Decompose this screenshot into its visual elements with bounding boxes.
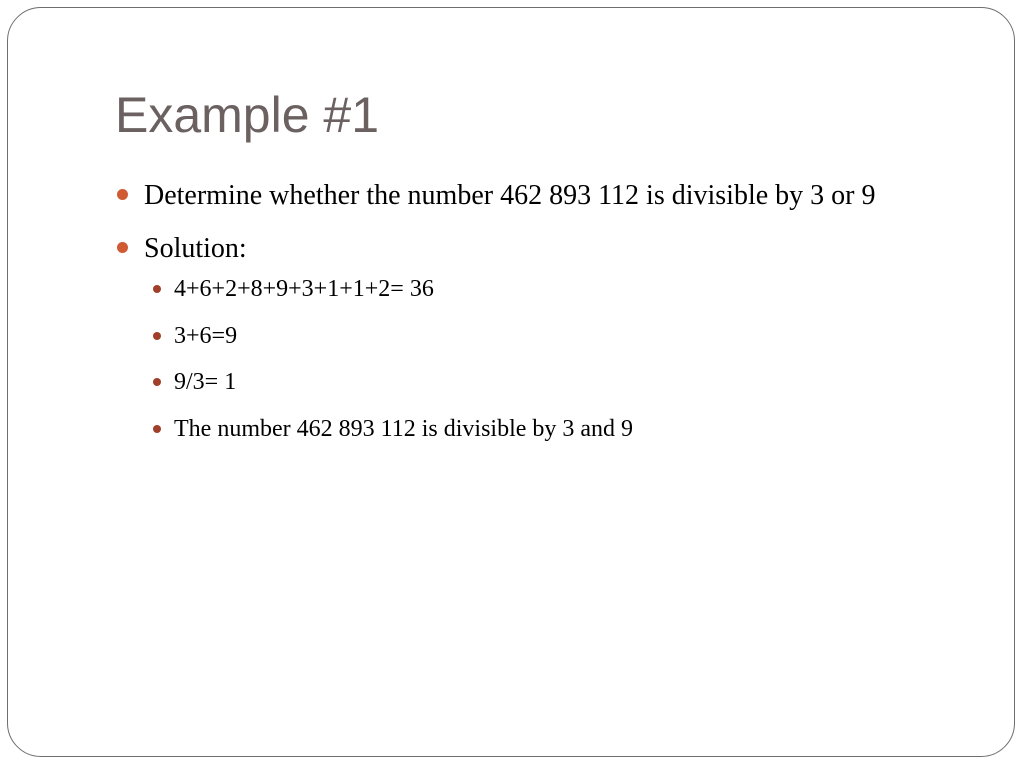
sub-bullet-text: 4+6+2+8+9+3+1+1+2= 36 <box>174 276 434 302</box>
bullet-list <box>115 174 975 459</box>
bullet-dot-icon <box>117 242 128 253</box>
sub-bullet-list <box>144 273 975 445</box>
sub-bullet-item <box>144 273 975 305</box>
sub-bullet-text: 9/3= 1 <box>174 369 237 395</box>
bullet-dot-icon <box>117 189 128 200</box>
slide <box>7 7 1015 757</box>
sub-bullet-dot-icon <box>153 425 161 433</box>
sub-bullet-dot-icon <box>153 332 161 340</box>
bullet-item <box>115 174 975 218</box>
sub-bullet-item <box>144 413 975 445</box>
sub-bullet-text: The number 462 893 112 is divisible by 3 and 9 <box>174 415 634 442</box>
bullet-text: Determine whether the number 462 893 112 is divisible by 3 or 9 <box>144 180 876 211</box>
sub-bullet-dot-icon <box>153 285 161 293</box>
bullet-item <box>115 227 975 445</box>
sub-bullet-item <box>144 366 975 398</box>
slide-title: Example #1 <box>115 87 380 143</box>
sub-bullet-dot-icon <box>153 378 161 386</box>
sub-bullet-item <box>144 320 975 352</box>
bullet-text: Solution: <box>144 233 247 264</box>
sub-bullet-text: 3+6=9 <box>174 322 238 349</box>
